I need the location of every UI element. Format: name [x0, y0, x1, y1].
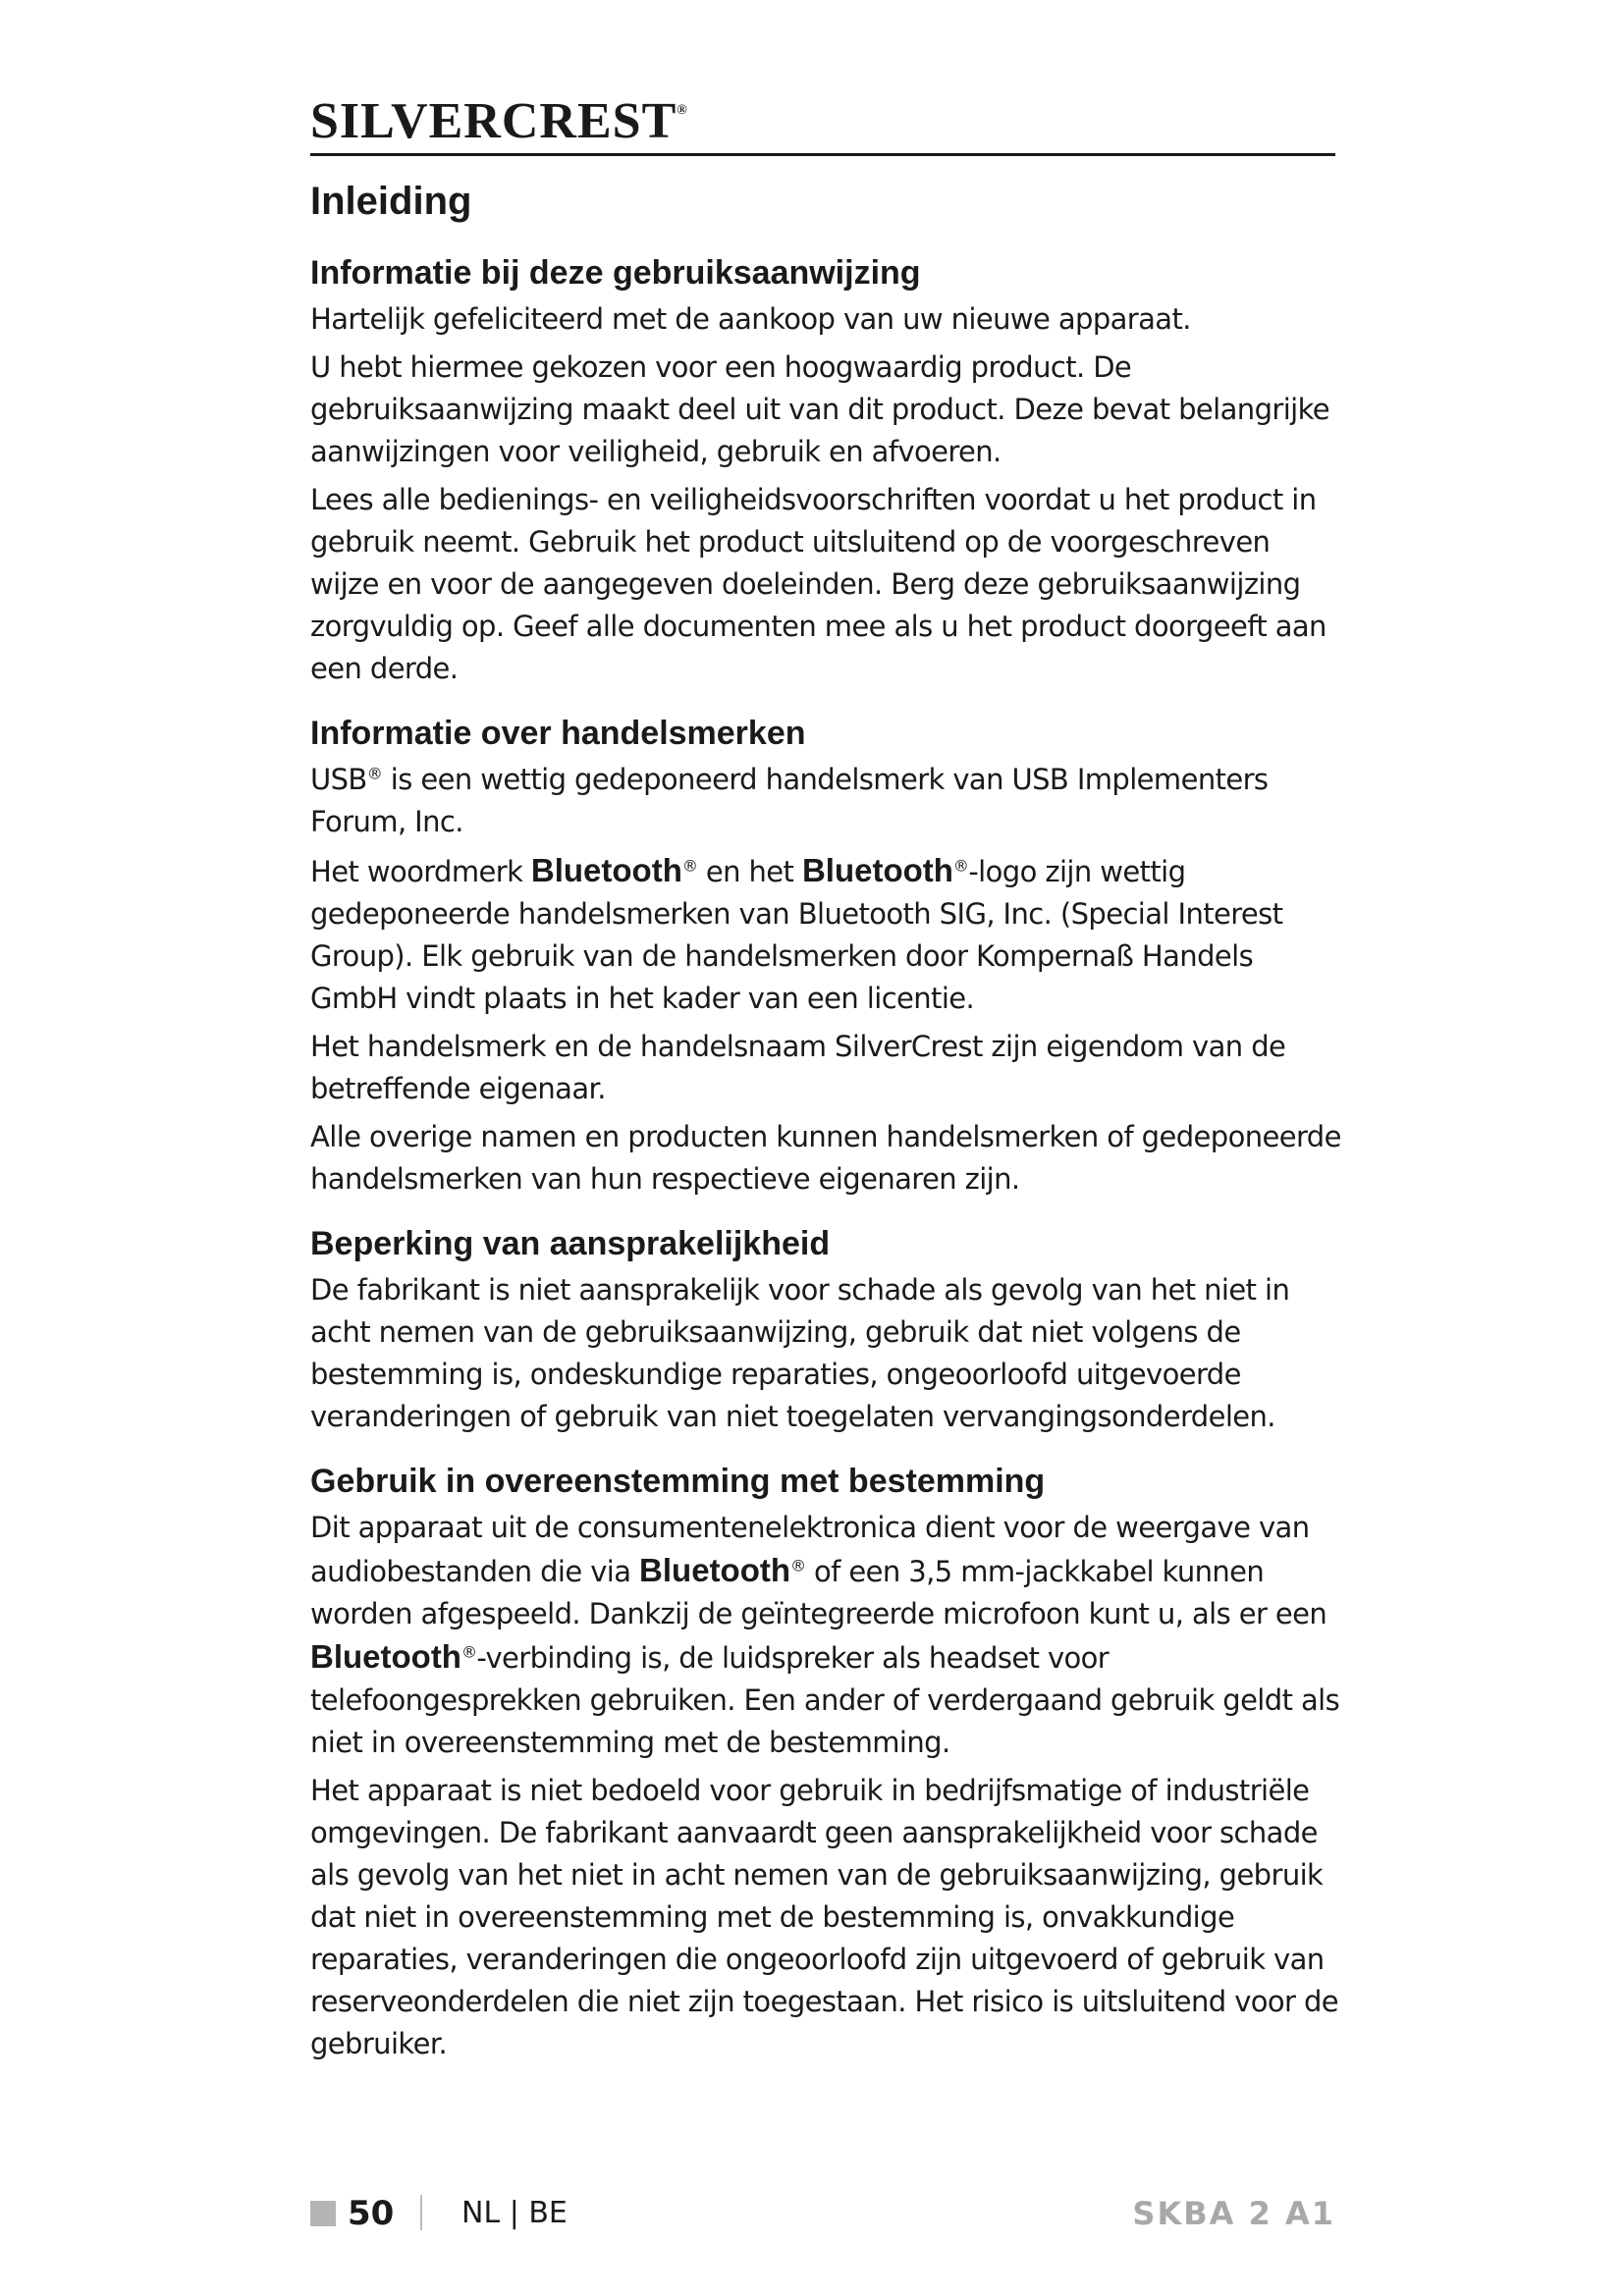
page-title: Inleiding [310, 180, 472, 223]
bluetooth-wordmark: Bluetooth [639, 1552, 790, 1588]
usb-trademark-paragraph: USB® is een wettig gedeponeerd handelsmerk van USB Implementers Forum, Inc. [310, 763, 1269, 838]
brand-logo: SILVERCREST® [310, 93, 688, 149]
section-heading: Informatie bij deze gebruiksaanwijzing [310, 254, 921, 292]
section-intended-use [310, 1460, 1341, 2065]
bluetooth-wordmark: Bluetooth [310, 1638, 461, 1675]
language-code: NL | BE [461, 2196, 568, 2230]
main-content [310, 177, 1341, 2087]
page-header [310, 93, 1335, 157]
section-heading: Beperking van aansprakelijkheid [310, 1225, 831, 1262]
bluetooth-wordmark: Bluetooth [801, 852, 953, 888]
section-heading: Gebruik in overeenstemming met bestemming [310, 1463, 1046, 1500]
section-manual-info [310, 251, 1341, 690]
paragraph: De fabrikant is niet aansprakelijk voor schade als gevolg van het niet in acht nemen van de gebruiksaanwijzing, gebruik dat niet volgens de bestemming is, ondeskundige reparaties, ongeoorloofd uitgevoerde veranderingen of gebruik van niet toegelaten vervangingsonderdelen. [310, 1273, 1290, 1433]
footer-divider [420, 2195, 422, 2230]
paragraph: Alle overige namen en producten kunnen handelsmerken of gedeponeerde handelsmerken van hun respectieve eigenaren zijn. [310, 1120, 1341, 1196]
section-heading: Informatie over handelsmerken [310, 715, 806, 752]
section-liability [310, 1222, 1341, 1438]
intended-use-paragraph: Dit apparaat uit de consumentenelektronica dient voor de weergave van audiobestanden die via Bluetooth® of een 3,5 mm-jackkabel kunnen worden afgespeeld. Dankzij de geïntegreerde microfoon kunt u, als er een Bluetooth®-verbinding is, de luidspreker als headset voor telefoongesprekken gebruiken. Een ander of verdergaand gebruik geldt als niet in overeenstemming met de bestemming. [310, 1511, 1340, 1759]
bluetooth-trademark-paragraph: Het woordmerk Bluetooth® en het Bluetooth®-logo zijn wettig gedeponeerde handelsmerken van Bluetooth SIG, Inc. (Special Interest Group). Elk gebruik van de handelsmerken door Kompernaß Handels GmbH vindt plaats in het kader van een licentie. [310, 852, 1283, 1015]
section-trademarks [310, 712, 1341, 1201]
paragraph: Lees alle bedienings- en veiligheidsvoorschriften voordat u het product in gebruik neemt. Gebruik het product uitsluitend op de voorgeschreven wijze en voor de aangegeven doeleinden. Berg deze gebruiksaanwijzing zorgvuldig op. Geef alle documenten mee als u het product doorgeeft aan een derde. [310, 483, 1326, 685]
page-marker-icon [310, 2201, 336, 2226]
paragraph: Hartelijk gefeliciteerd met de aankoop van uw nieuwe apparaat. [310, 302, 1191, 336]
paragraph: Het apparaat is niet bedoeld voor gebruik in bedrijfsmatige of industriële omgevingen. De fabrikant aanvaardt geen aansprakelijkheid voor schade als gevolg van het niet in acht nemen van de gebruiksaanwijzing, gebruik dat niet in overeenstemming met de bestemming is, onvakkundige reparaties, veranderingen die ongeoorloofd zijn uitgevoerd of gebruik van reserveonderdelen die niet zijn toegestaan. Het risico is uitsluitend voor de gebruiker. [310, 1774, 1339, 2060]
page-footer [310, 2189, 1335, 2238]
model-number: SKBA 2 A1 [1132, 2195, 1335, 2232]
paragraph: U hebt hiermee gekozen voor een hoogwaardig product. De gebruiksaanwijzing maakt deel uit van dit product. Deze bevat belangrijke aanwijzingen voor veiligheid, gebruik en afvoeren. [310, 350, 1330, 468]
bluetooth-wordmark: Bluetooth [530, 852, 682, 888]
page-number: 50 [348, 2194, 395, 2233]
paragraph: Het handelsmerk en de handelsnaam SilverCrest zijn eigendom van de betreffende eigenaar. [310, 1030, 1286, 1105]
header-rule [310, 153, 1335, 156]
